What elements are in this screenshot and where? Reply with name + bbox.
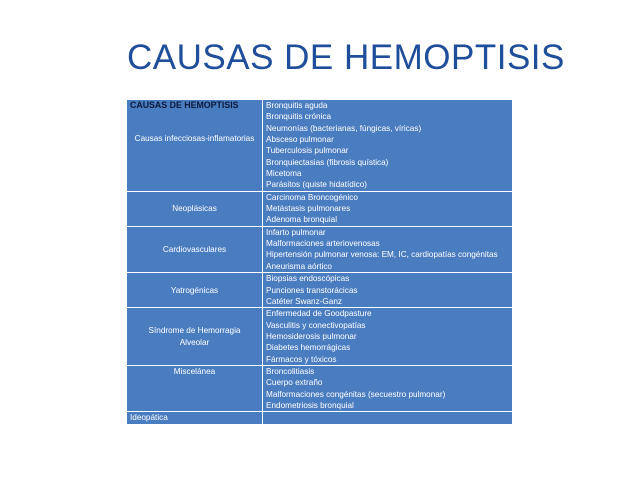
category-cell-neoplastic: Neoplásicas xyxy=(127,191,263,226)
items-cell-alveolar-hemorrhage xyxy=(263,308,513,366)
items-cell-iatrogenic xyxy=(263,273,513,308)
category-cell-idiopathic: Ideopática xyxy=(127,412,263,424)
cause-item: Broncolitiasis xyxy=(266,366,315,376)
cause-item: Cuerpo extraño xyxy=(266,378,323,388)
cause-item: Vasculitis y conectivopatías xyxy=(266,320,366,330)
items-cell-miscellaneous xyxy=(263,365,513,411)
category-cell-iatrogenic: Yatrogénicas xyxy=(127,273,263,308)
cause-item: Infarto pulmonar xyxy=(266,227,326,237)
cause-item: Punciones transtorácicas xyxy=(266,285,358,295)
cause-item: Hipertensión pulmonar venosa: EM, IC, cardiopatías congénitas xyxy=(266,250,498,260)
hemoptysis-causes-table-wrapper xyxy=(126,99,512,425)
table-row-infectious xyxy=(127,100,513,192)
cause-item: Hemosiderosis pulmonar xyxy=(266,331,357,341)
table-row-cardiovascular xyxy=(127,226,513,272)
table-row-idiopathic xyxy=(127,412,513,424)
cause-item: Metástasis pulmonares xyxy=(266,204,351,214)
cause-item: Aneurisma aórtico xyxy=(266,261,332,271)
hemoptysis-causes-table xyxy=(126,99,513,425)
slide-title: CAUSAS DE HEMOPTISIS xyxy=(127,38,565,77)
table-row-alveolar-hemorrhage xyxy=(127,308,513,366)
cause-item: Biopsias endoscópicas xyxy=(266,274,350,284)
items-cell-cardiovascular xyxy=(263,226,513,272)
cause-item: Bronquiectasias (fibrosis quística) xyxy=(266,157,389,167)
items-cell-neoplastic xyxy=(263,191,513,226)
cause-item: Diabetes hemorrágicas xyxy=(266,343,351,353)
category-cell-cardiovascular: Cardiovasculares xyxy=(127,226,263,272)
category-cell-miscellaneous: Miscelánea xyxy=(127,365,263,411)
cause-item: Bronquitis aguda xyxy=(266,101,328,110)
cause-item: Adenoma bronquial xyxy=(266,215,338,225)
table-header-label: CAUSAS DE HEMOPTISIS xyxy=(130,100,239,110)
cause-item: Bronquitis crónica xyxy=(266,112,332,122)
cause-item: Malformaciones arteriovenosas xyxy=(266,239,380,249)
cause-item: Parásitos (quiste hidatídico) xyxy=(266,180,368,190)
cause-item: Endometriosis bronquial xyxy=(266,400,354,410)
cause-item: Enfermedad de Goodpasture xyxy=(266,309,372,319)
category-cell-alveolar-hemorrhage: Síndrome de Hemorragia Alveolar xyxy=(127,308,263,366)
category-label: Causas infecciosas-inflamatorias xyxy=(134,134,255,144)
table-row-iatrogenic xyxy=(127,273,513,308)
cause-item: Micetoma xyxy=(266,169,302,179)
cause-item: Tuberculosis pulmonar xyxy=(266,146,349,156)
table-row-miscellaneous xyxy=(127,365,513,411)
cause-item: Neumonías (bacterianas, fúngicas, víricas) xyxy=(266,123,422,133)
cause-item: Carcinoma Broncogénico xyxy=(266,192,358,202)
category-cell-infectious xyxy=(127,100,263,192)
cause-item: Catéter Swanz-Ganz xyxy=(266,296,342,306)
cause-item: Fármacos y tóxicos xyxy=(266,354,337,364)
cause-item: Malformaciones congénitas (secuestro pulmonar) xyxy=(266,389,446,399)
items-cell-idiopathic xyxy=(263,412,513,424)
table-row-neoplastic xyxy=(127,191,513,226)
cause-item: Absceso pulmonar xyxy=(266,135,334,145)
items-cell-infectious xyxy=(263,100,513,192)
